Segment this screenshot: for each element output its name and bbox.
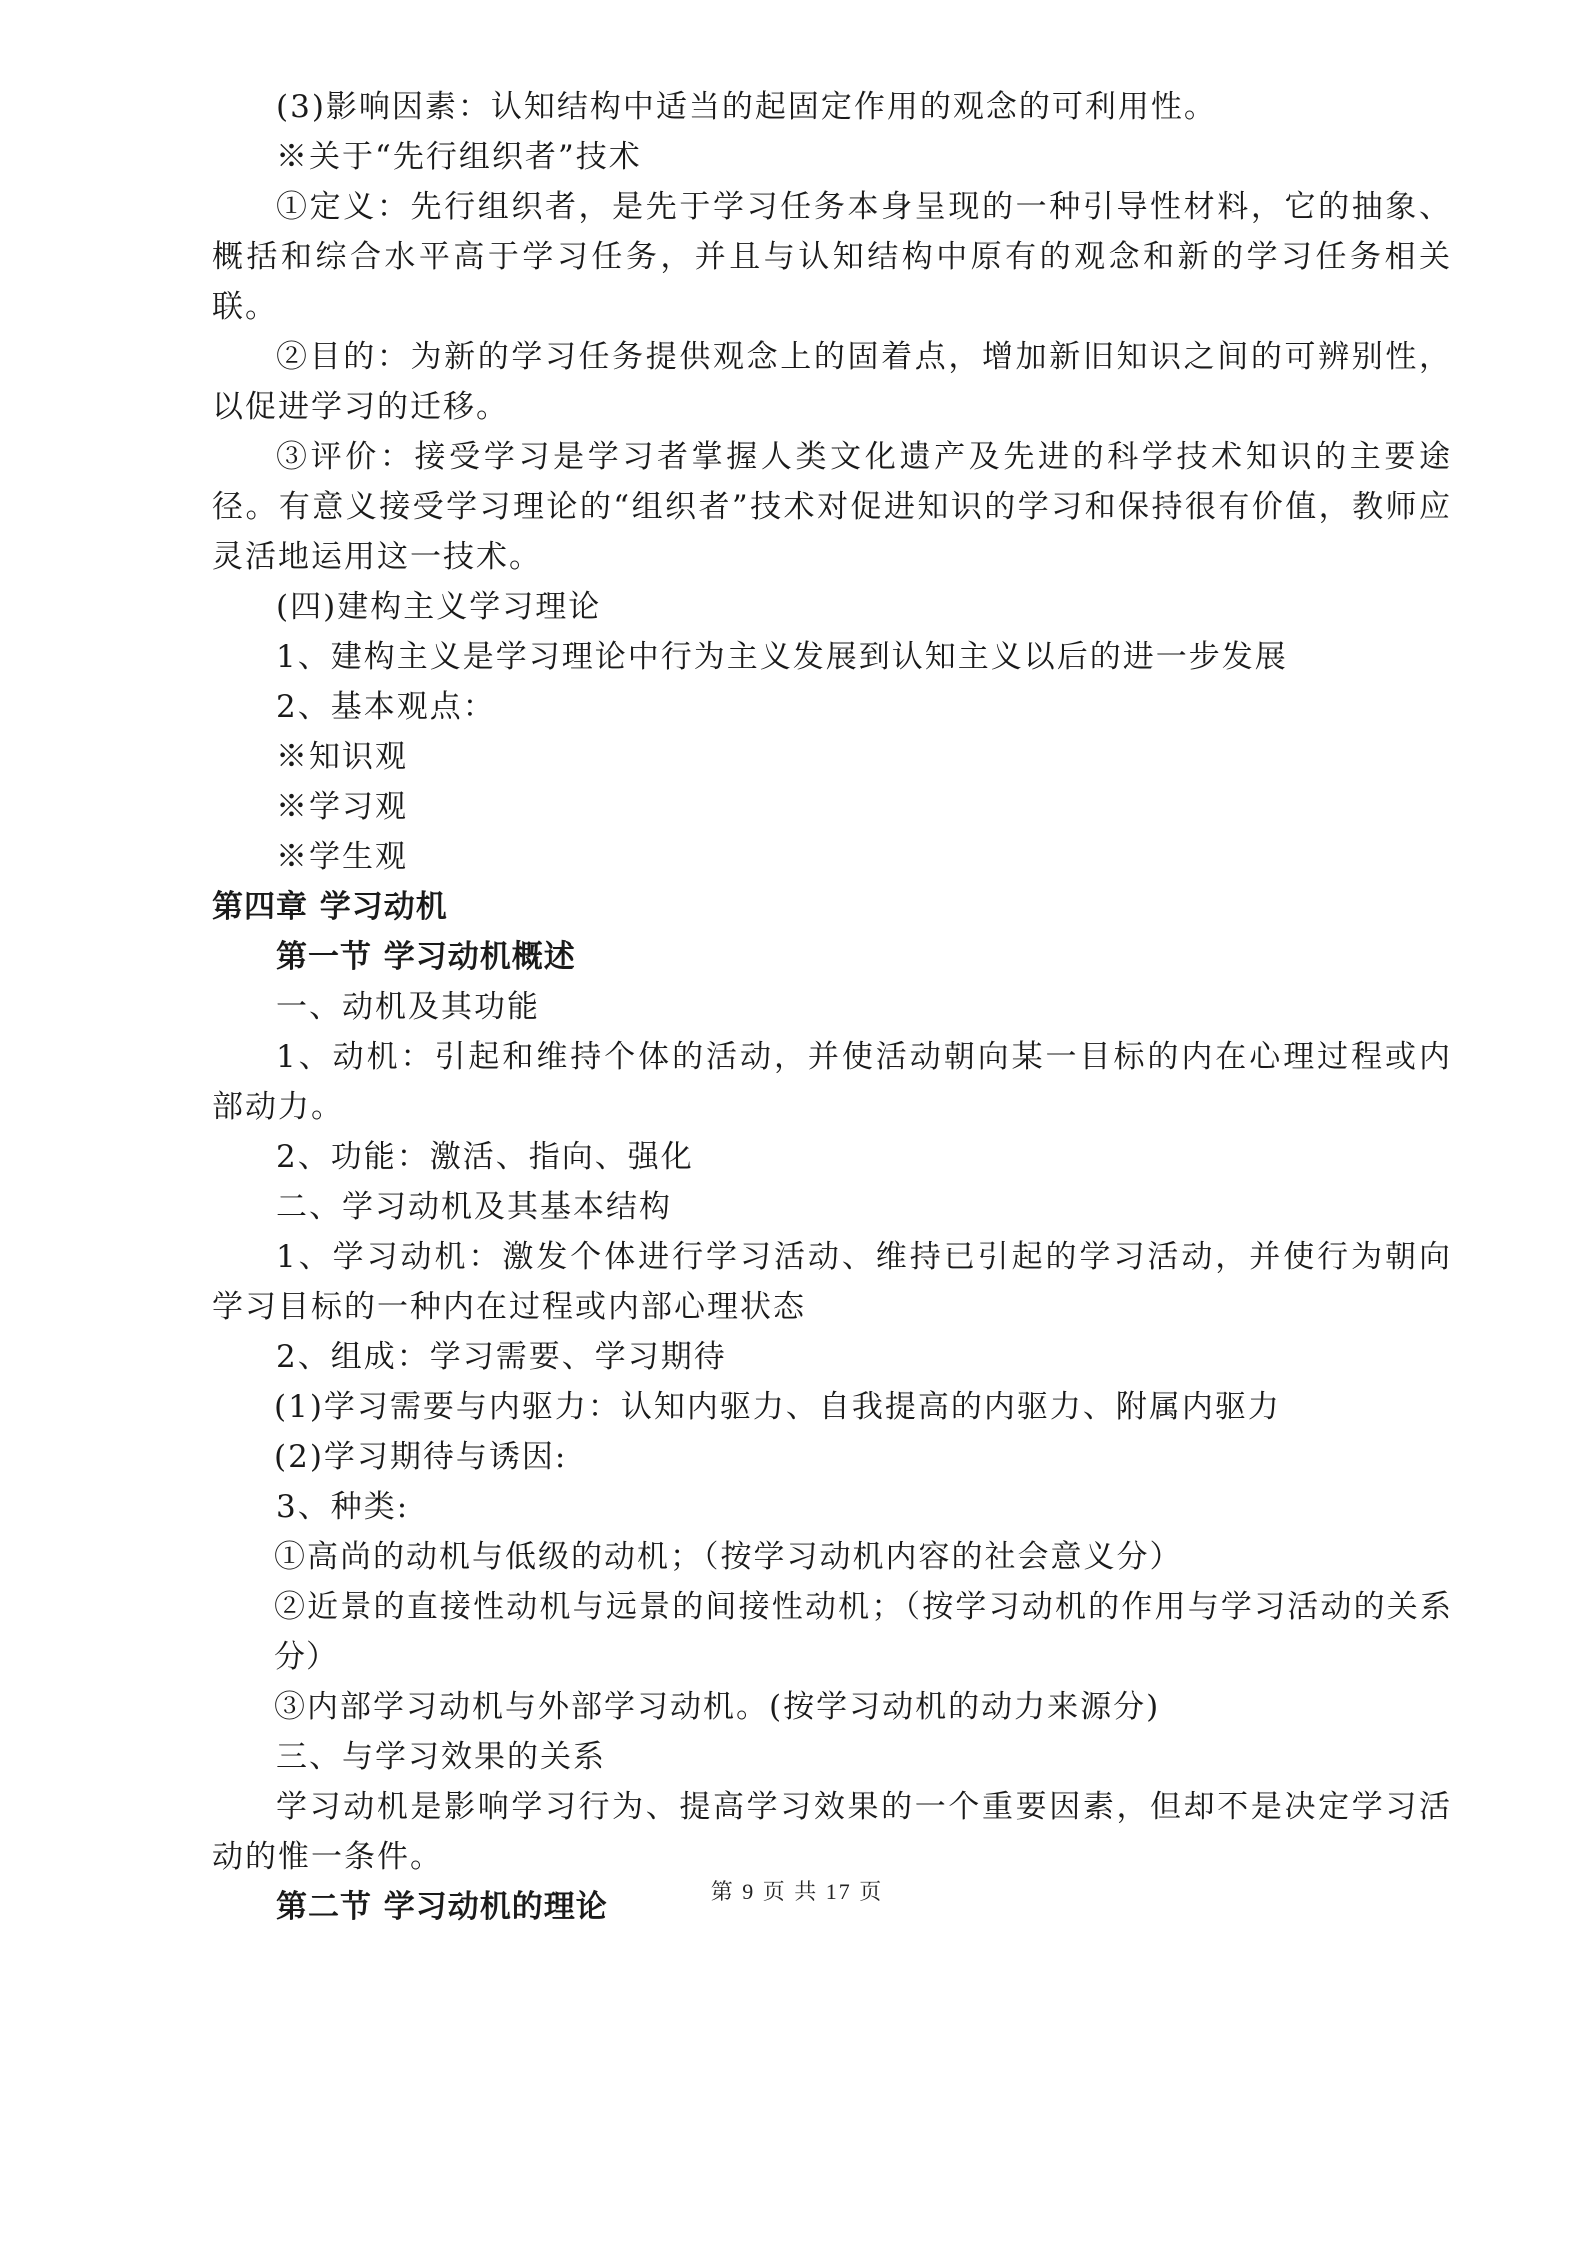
page-footer: 第 9 页 共 17 页 bbox=[710, 1879, 884, 1904]
list-item-student-view: ※学生观 bbox=[276, 839, 408, 875]
paragraph-learning-motivation-definition: 1、学习动机：激发个体进行学习活动、维持已引起的学习活动，并使行为朝向学习目标的一种内在过程或内部心理状态 bbox=[212, 1239, 1452, 1325]
paragraph-definition: ①定义：先行组织者，是先于学习任务本身呈现的一种引导性材料，它的抽象、概括和综合水平高于学习任务，并且与认知结构中原有的观念和新的学习任务相关联。 bbox=[212, 189, 1452, 325]
list-item-type-1: ①高尚的动机与低级的动机；（按学习动机内容的社会意义分） bbox=[274, 1539, 1183, 1575]
paragraph-advance-organizer-heading: ※关于“先行组织者”技术 bbox=[276, 139, 642, 175]
chapter-title: 第四章 学习动机 bbox=[212, 889, 448, 925]
list-item-type-2: ②近景的直接性动机与远景的间接性动机；（按学习动机的作用与学习活动的关系分） bbox=[274, 1589, 1452, 1675]
paragraph-learning-expectation: (2)学习期待与诱因: bbox=[274, 1439, 568, 1475]
paragraph-learning-needs: (1)学习需要与内驱力：认知内驱力、自我提高的内驱力、附属内驱力 bbox=[274, 1389, 1281, 1425]
paragraph-relation-to-effect: 学习动机是影响学习行为、提高学习效果的一个重要因素，但却不是决定学习活动的惟一条件。 bbox=[212, 1789, 1452, 1875]
paragraph-types: 3、种类: bbox=[276, 1489, 410, 1525]
heading-learning-motivation-structure: 二、学习动机及其基本结构 bbox=[276, 1189, 672, 1225]
section-title-2: 第二节 学习动机的理论 bbox=[276, 1889, 608, 1925]
section-title-1: 第一节 学习动机概述 bbox=[276, 939, 576, 975]
heading-relation-to-effect: 三、与学习效果的关系 bbox=[276, 1739, 606, 1775]
list-item-knowledge-view: ※知识观 bbox=[276, 739, 408, 775]
heading-motive-function: 一、动机及其功能 bbox=[276, 989, 540, 1025]
paragraph-constructivism-1: 1、建构主义是学习理论中行为主义发展到认知主义以后的进一步发展 bbox=[276, 639, 1288, 675]
paragraph-evaluation: ③评价：接受学习是学习者掌握人类文化遗产及先进的科学技术知识的主要途径。有意义接受学习理论的“组织者”技术对促进知识的学习和保持很有价值，教师应灵活地运用这一技术。 bbox=[212, 439, 1452, 575]
paragraph-basic-views: 2、基本观点： bbox=[276, 689, 496, 725]
paragraph-functions: 2、功能：激活、指向、强化 bbox=[276, 1139, 694, 1175]
paragraph-influence-factor: (3)影响因素：认知结构中适当的起固定作用的观念的可利用性。 bbox=[276, 89, 1217, 125]
paragraph-purpose: ②目的：为新的学习任务提供观念上的固着点，增加新旧知识之间的可辨别性，以促进学习的迁移。 bbox=[212, 339, 1452, 425]
paragraph-motive-definition: 1、动机：引起和维持个体的活动，并使活动朝向某一目标的内在心理过程或内部动力。 bbox=[212, 1039, 1452, 1125]
list-item-type-3: ③内部学习动机与外部学习动机。(按学习动机的动力来源分) bbox=[274, 1689, 1161, 1725]
list-item-learning-view: ※学习观 bbox=[276, 789, 408, 825]
paragraph-composition: 2、组成：学习需要、学习期待 bbox=[276, 1339, 727, 1375]
heading-constructivism: (四)建构主义学习理论 bbox=[276, 589, 602, 625]
page-content bbox=[212, 82, 1452, 1932]
